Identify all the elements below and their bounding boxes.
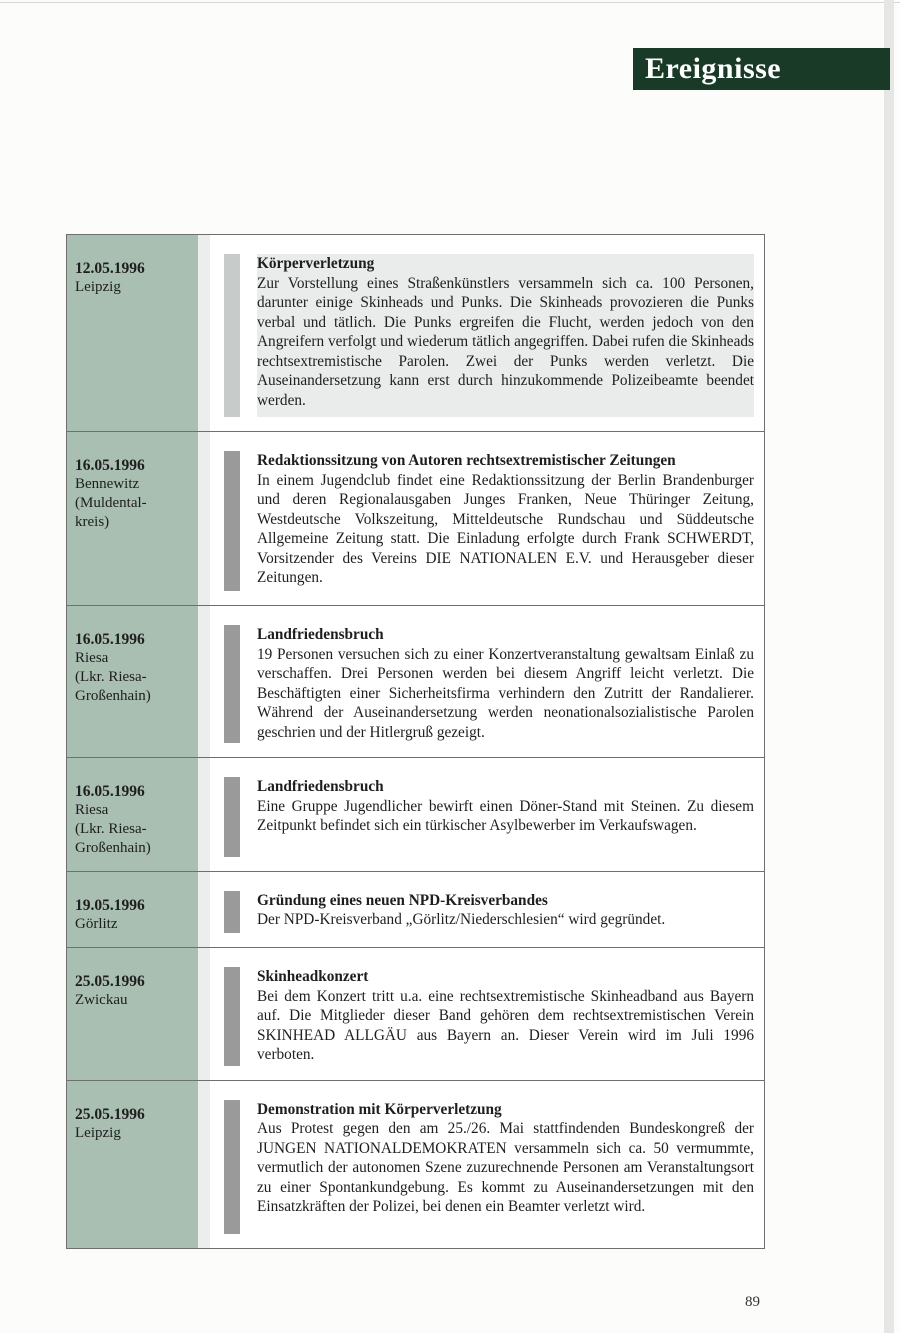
event-content — [257, 451, 754, 591]
marker-bar — [224, 451, 240, 591]
top-rule — [0, 2, 900, 3]
events-table — [66, 234, 765, 1249]
event-row — [67, 948, 764, 1081]
event-text: Aus Protest gegen den am 25./26. Mai stattfindenden Bundeskongreß der JUNGEN NATIONALDEMOKRATEN versammeln sich ca. 50 vermummte, vermutlich der autonomen Szene zuzurechnende Personen am Veranstaltungsort zu einer Spontankundgebung. Es kommt zu Auseinandersetzungen mit den Einsatzkräften der Polizei, bei denen ein Beamter verletzt wird. — [257, 1120, 754, 1216]
event-title: Redaktionssitzung von Autoren rechtsextremistischer Zeitungen — [257, 452, 676, 470]
event-date-cell — [67, 1081, 198, 1248]
event-date-cell — [67, 948, 198, 1080]
event-date-cell — [67, 872, 198, 947]
event-content — [257, 254, 754, 417]
event-place: Görlitz — [75, 915, 118, 932]
event-row — [67, 872, 764, 948]
marker-bar — [224, 967, 240, 1066]
event-row — [67, 235, 764, 432]
event-row — [67, 606, 764, 758]
event-text: Eine Gruppe Jugendlicher bewirft einen Döner-Stand mit Steinen. Zu diesem Zeitpunkt befindet sich ein türkischer Asylbewerber im Verkaufswagen. — [257, 797, 754, 835]
event-text: In einem Jugendclub findet eine Redaktionssitzung der Berlin Brandenburger und deren Regionalausgaben Junges Franken, Neue Thüringer Zeitung, Westdeutsche Volkszeitung, Mitteldeutsche Rundschau und Süddeutsche Allgemeine Zeitung statt. Die Einladung erfolgte durch Frank SCHWERDT, Vorsitzender des Vereins DIE NATIONALEN E.V. und Herausgeber dieser Zeitungen. — [257, 471, 754, 587]
event-place: Leipzig — [75, 279, 121, 295]
event-row — [67, 758, 764, 872]
event-place: Leipzig — [75, 1124, 121, 1141]
event-text: Der NPD-Kreisverband „Görlitz/Niederschlesien“ wird gegründet. — [257, 911, 666, 929]
marker-bar — [224, 777, 240, 857]
marker-bar — [224, 891, 240, 933]
event-content — [257, 777, 754, 857]
event-content — [257, 891, 754, 933]
marker-bar — [224, 625, 240, 743]
event-date: 16.05.1996 — [75, 783, 145, 801]
event-title: Demonstration mit Körperverletzung — [257, 1100, 502, 1118]
event-date: 25.05.1996 — [75, 1105, 145, 1123]
section-header: Ereignisse — [633, 48, 890, 90]
marker-bar — [224, 254, 240, 417]
event-text: 19 Personen versuchen sich zu einer Konzertveranstaltung gewaltsam Einlaß zu verschaffen. Drei Personen werden bei diesem Angriff leicht verletzt. Die Beschäftigten einer Sicherheitsfirma verhindern den Zutritt der Randalierer. Während der Auseinandersetzung werden neonationalsozialistische Parolen geschrien und der Hitlergruß gezeigt. — [257, 645, 754, 741]
event-date: 16.05.1996 — [75, 631, 145, 649]
event-place: Riesa (Lkr. Riesa- Großenhain) — [75, 802, 151, 857]
event-text: Bei dem Konzert tritt u.a. eine rechtsextremistische Skinheadband aus Bayern auf. Die Mitglieder dieser Band gehören dem rechtsextremistischen Verein SKINHEAD ALLGÄU aus Bayern an. Dieser Verein wird im Juli 1996 verboten. — [257, 987, 754, 1064]
event-date-cell — [67, 235, 198, 431]
event-date: 25.05.1996 — [75, 973, 145, 991]
event-place: Zwickau — [75, 992, 128, 1009]
event-title: Körperverletzung — [257, 255, 375, 272]
event-title: Landfriedensbruch — [257, 626, 384, 644]
event-content — [257, 625, 754, 743]
event-date-cell — [67, 432, 198, 605]
event-date: 16.05.1996 — [75, 457, 145, 475]
event-row — [67, 432, 764, 606]
event-content — [257, 1100, 754, 1234]
event-title: Landfriedensbruch — [257, 778, 384, 796]
event-text: Zur Vorstellung eines Straßenkünstlers versammeln sich ca. 100 Personen, darunter einige Skinheads und Punks. Die Skinheads provozieren die Punks verbal und tätlich. Die Punks ergreifen die Flucht, werden jedoch von den Angreifern verfolgt und wiederum tätlich angegriffen. Dabei rufen die Skinheads rechtsextremistische Parolen. Zwei der Punks werden verletzt. Die Auseinandersetzung kann erst durch hinzukommende Polizeibeamte beendet werden. — [257, 274, 754, 409]
event-content — [257, 967, 754, 1066]
event-date: 19.05.1996 — [75, 896, 145, 914]
page-edge-shadow — [884, 0, 894, 1333]
marker-bar — [224, 1100, 240, 1234]
event-date-cell — [67, 606, 198, 757]
page-number: 89 — [745, 1294, 760, 1310]
event-title: Skinheadkonzert — [257, 968, 369, 986]
event-date-cell — [67, 758, 198, 871]
event-place: Bennewitz (Muldental- kreis) — [75, 476, 147, 531]
event-date: 12.05.1996 — [75, 260, 145, 277]
event-place: Riesa (Lkr. Riesa- Großenhain) — [75, 650, 151, 705]
event-title: Gründung eines neuen NPD-Kreisverbandes — [257, 891, 548, 909]
event-row — [67, 1081, 764, 1248]
